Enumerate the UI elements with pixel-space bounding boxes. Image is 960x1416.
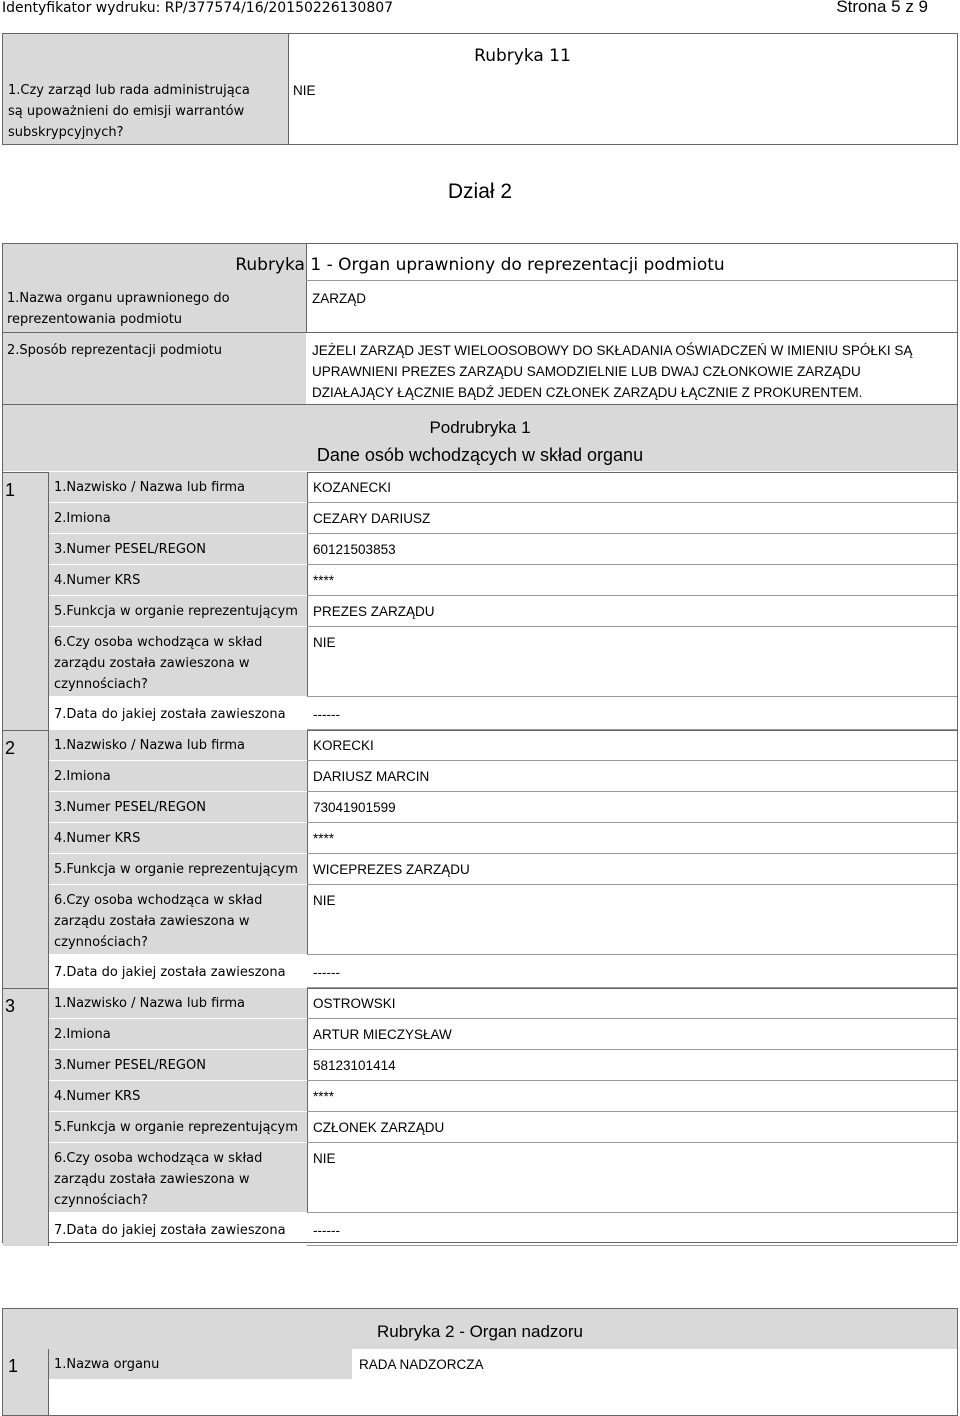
divider: [307, 760, 957, 761]
field-label: 5.Funkcja w organie reprezentującym: [54, 1120, 298, 1135]
representation-value: JEŻELI ZARZĄD JEST WIELOOSOBOWY DO SKŁADANIA OŚWIADCZEŃ W IMIENIU SPÓŁKI SĄ UPRAWNIENI PREZES ZARZĄDU SAMODZIELNIE LUB DWAJ CZŁONKOWIE ZARZĄDU DZIAŁAJĄCY ŁĄCZNIE BĄDŹ JEDEN CZŁONEK ZARZĄDU ŁĄCZNIE Z PROKURENTEM.: [312, 343, 913, 400]
divider: [307, 595, 957, 596]
field-value: WICEPREZES ZARZĄDU: [313, 862, 470, 877]
rubryka-1-title: Rubryka 1 - Organ uprawniony do reprezentacji podmiotu: [235, 255, 725, 275]
field-value: KORECKI: [313, 738, 374, 753]
rubryka-11-section: [2, 33, 958, 145]
field-value: ****: [313, 831, 335, 846]
field-label: 2.Imiona: [54, 511, 111, 526]
divider: [307, 761, 308, 791]
divider: [307, 1111, 957, 1112]
divider: [307, 988, 308, 1018]
divider: [307, 1245, 957, 1246]
field-value: CEZARY DARIUSZ: [313, 511, 431, 526]
field-value: PREZES ZARZĄDU: [313, 604, 435, 619]
field-value: ------: [313, 707, 340, 722]
rubryka-2-title: Rubryka 2 - Organ nadzoru: [377, 1322, 583, 1341]
field-value: KOZANECKI: [313, 480, 392, 495]
divider: [307, 1143, 308, 1212]
field-label: 4.Numer KRS: [54, 573, 141, 588]
divider: [307, 823, 308, 853]
divider: [307, 696, 957, 697]
field-label: 2.Imiona: [54, 1027, 111, 1042]
divider: [307, 472, 308, 502]
field-value: CZŁONEK ZARZĄDU: [313, 1120, 445, 1135]
rubryka-2-value: RADA NADZORCZA: [359, 1357, 484, 1372]
divider: [307, 1019, 308, 1049]
rubryka-11-question: 1.Czy zarząd lub rada administrująca są upoważnieni do emisji warrantów subskrypcyjnych?: [8, 83, 250, 140]
field-label: 1.Nazwisko / Nazwa lub firma: [54, 738, 246, 753]
field-label: 6.Czy osoba wchodząca w skład zarządu została zawieszona w czynnościach?: [54, 893, 263, 950]
divider: [306, 280, 957, 281]
field-label: 2.Imiona: [54, 769, 111, 784]
rubryka-11-title: Rubryka 11: [474, 46, 571, 66]
person-number-column: [3, 472, 48, 730]
field-value: NIE: [313, 635, 336, 650]
divider: [307, 565, 308, 595]
divider: [307, 1081, 308, 1111]
field-value: ****: [313, 573, 335, 588]
field-value: 60121503853: [313, 542, 396, 557]
field-value: NIE: [313, 893, 336, 908]
divider: [307, 1142, 957, 1143]
divider: [307, 626, 957, 627]
divider: [307, 627, 308, 696]
subsection-title: Podrubryka 1: [429, 418, 531, 437]
divider: [307, 822, 957, 823]
divider: [307, 503, 308, 533]
person-number: 1: [4, 480, 15, 500]
divider: [307, 792, 308, 822]
divider: [307, 884, 957, 885]
field-value: ****: [313, 1089, 335, 1104]
divider: [307, 564, 957, 565]
field-label: 6.Czy osoba wchodząca w skład zarządu została zawieszona w czynnościach?: [54, 635, 263, 692]
print-identifier: Identyfikator wydruku: RP/377574/16/20150226130807: [2, 0, 394, 16]
divider: [307, 1212, 957, 1213]
field-label: 1.Nazwisko / Nazwa lub firma: [54, 480, 246, 495]
field-label: 3.Numer PESEL/REGON: [54, 542, 206, 557]
field-label: 7.Data do jakiej została zawieszona: [54, 965, 286, 980]
divider: [307, 1018, 957, 1019]
rubryka-2-number: 1: [7, 1356, 18, 1376]
divider: [307, 533, 957, 534]
divider: [3, 332, 957, 333]
field-value: NIE: [313, 1151, 336, 1166]
field-label: 4.Numer KRS: [54, 831, 141, 846]
divider: [307, 502, 957, 503]
rubryka-11-answer: NIE: [293, 83, 316, 98]
field-label: 7.Data do jakiej została zawieszona: [54, 707, 286, 722]
page-number: Strona 5 z 9: [836, 0, 928, 16]
field-label: 7.Data do jakiej została zawieszona: [54, 1223, 286, 1238]
person-number: 2: [4, 738, 15, 758]
field-label: 1.Nazwisko / Nazwa lub firma: [54, 996, 246, 1011]
section-title: Dział 2: [447, 180, 513, 203]
representation-label: 2.Sposób reprezentacji podmiotu: [7, 343, 222, 358]
divider: [307, 596, 308, 626]
field-label: 3.Numer PESEL/REGON: [54, 1058, 206, 1073]
divider: [307, 1050, 308, 1080]
field-value: ARTUR MIECZYSŁAW: [313, 1027, 452, 1042]
field-label: 6.Czy osoba wchodząca w skład zarządu została zawieszona w czynnościach?: [54, 1151, 263, 1208]
subsection-subtitle: Dane osób wchodzących w skład organu: [316, 445, 644, 465]
organ-name-label: 1.Nazwa organu uprawnionego do reprezentowania podmiotu: [7, 291, 230, 327]
field-label: 3.Numer PESEL/REGON: [54, 800, 206, 815]
organ-name-value: ZARZĄD: [312, 291, 366, 306]
field-value: 58123101414: [313, 1058, 396, 1073]
person-number: 3: [4, 996, 15, 1016]
divider: [307, 730, 308, 760]
field-label: 5.Funkcja w organie reprezentującym: [54, 604, 298, 619]
divider: [307, 1080, 957, 1081]
divider: [307, 791, 957, 792]
divider: [307, 534, 308, 564]
field-value: ------: [313, 965, 340, 980]
field-value: DARIUSZ MARCIN: [313, 769, 430, 784]
divider: [307, 853, 957, 854]
divider: [307, 1049, 957, 1050]
person-number-column: [3, 988, 48, 1246]
divider: [307, 1112, 308, 1142]
person-number-column: [3, 730, 48, 988]
field-value: ------: [313, 1223, 340, 1238]
field-value: OSTROWSKI: [313, 996, 396, 1011]
divider: [307, 854, 308, 884]
divider: [307, 885, 308, 954]
field-label: 5.Funkcja w organie reprezentującym: [54, 862, 298, 877]
rubryka-2-label: 1.Nazwa organu: [54, 1357, 160, 1372]
field-label: 4.Numer KRS: [54, 1089, 141, 1104]
divider: [307, 954, 957, 955]
field-value: 73041901599: [313, 800, 396, 815]
